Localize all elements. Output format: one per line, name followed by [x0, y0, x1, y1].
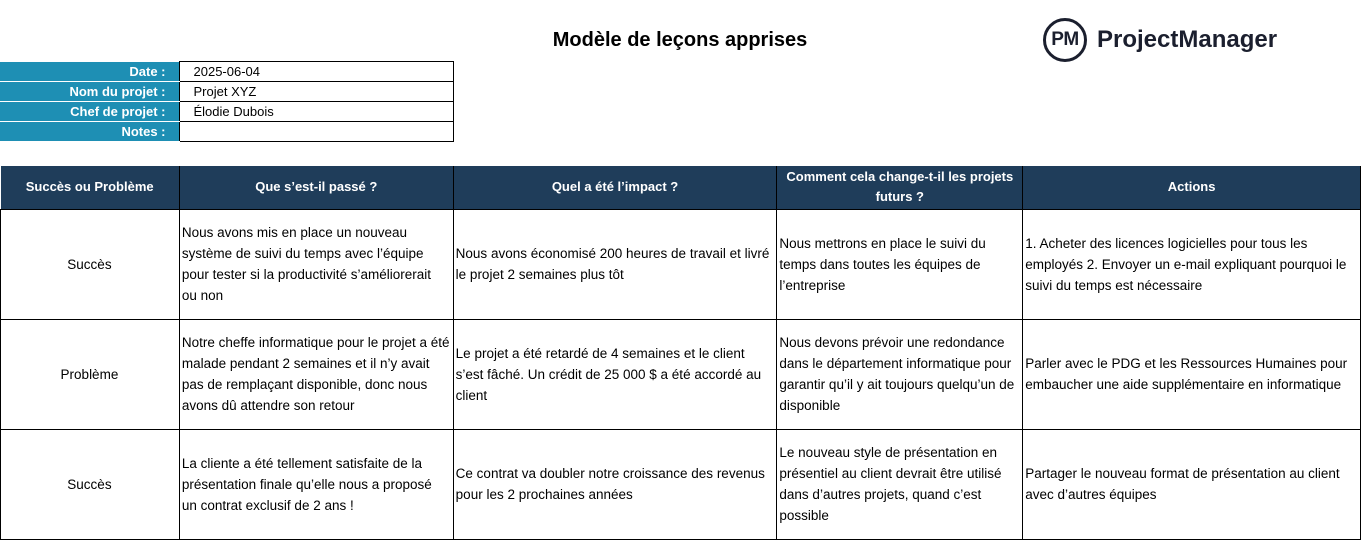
impact-cell[interactable]: Le projet a été retardé de 4 semaines et le client s’est fâché. Un crédit de 25 000 $ a été accordé au client: [453, 319, 777, 429]
notes-row: [0, 122, 453, 142]
header-what-happened: Que s’est-il passé ?: [179, 166, 453, 209]
lessons-learned-table: [0, 166, 1361, 540]
header-actions: Actions: [1023, 166, 1361, 209]
type-cell[interactable]: Problème: [1, 319, 180, 429]
pm-logo-icon: PM: [1043, 18, 1087, 62]
project-name-cell[interactable]: Projet XYZ: [179, 82, 453, 102]
header-success-or-problem: Succès ou Problème: [1, 166, 180, 209]
project-manager-cell[interactable]: Élodie Dubois: [179, 102, 453, 122]
notes-label: Notes :: [0, 122, 179, 142]
future-change-cell[interactable]: Nous mettrons en place le suivi du temps dans toutes les équipes de l’entreprise: [777, 209, 1023, 319]
actions-cell[interactable]: Partager le nouveau format de présentation au client avec d’autres équipes: [1023, 429, 1361, 539]
table-row: [1, 429, 1361, 539]
type-cell[interactable]: Succès: [1, 209, 180, 319]
project-name-row: [0, 82, 453, 102]
what-happened-cell[interactable]: Nous avons mis en place un nouveau système de suivi du temps avec l’équipe pour tester si la productivité s’améliorerait ou non: [179, 209, 453, 319]
impact-cell[interactable]: Ce contrat va doubler notre croissance des revenus pour les 2 prochaines années: [453, 429, 777, 539]
project-manager-row: [0, 102, 453, 122]
what-happened-cell[interactable]: La cliente a été tellement satisfaite de la présentation finale qu’elle nous a proposé un contrat exclusif de 2 ans !: [179, 429, 453, 539]
project-info-table: [0, 61, 454, 142]
date-label: Date :: [0, 62, 179, 82]
what-happened-cell[interactable]: Notre cheffe informatique pour le projet a été malade pendant 2 semaines et il n’y avait pas de remplaçant disponible, donc nous avons dû attendre son retour: [179, 319, 453, 429]
future-change-cell[interactable]: Nous devons prévoir une redondance dans le département informatique pour garantir qu’il y ait toujours quelqu’un de disponible: [777, 319, 1023, 429]
type-cell[interactable]: Succès: [1, 429, 180, 539]
actions-cell[interactable]: Parler avec le PDG et les Ressources Humaines pour embaucher une aide supplémentaire en informatique: [1023, 319, 1361, 429]
table-row: [1, 209, 1361, 319]
notes-cell[interactable]: [179, 122, 453, 142]
logo-name: ProjectManager: [1097, 26, 1278, 53]
project-manager-label: Chef de projet :: [0, 102, 179, 122]
actions-cell[interactable]: 1. Acheter des licences logicielles pour tous les employés 2. Envoyer un e-mail expliquant pourquoi le suivi du temps est nécessaire: [1023, 209, 1361, 319]
impact-cell[interactable]: Nous avons économisé 200 heures de travail et livré le projet 2 semaines plus tôt: [453, 209, 777, 319]
project-name-label: Nom du projet :: [0, 82, 179, 102]
date-row: [0, 62, 453, 82]
date-cell[interactable]: 2025-06-04: [179, 62, 453, 82]
table-row: [1, 319, 1361, 429]
header-future-change: Comment cela change-t-il les projets futurs ?: [777, 166, 1023, 209]
page-title: Modèle de leçons apprises: [552, 29, 808, 51]
header-impact: Quel a été l’impact ?: [453, 166, 777, 209]
projectmanager-logo: [1043, 15, 1277, 65]
future-change-cell[interactable]: Le nouveau style de présentation en présentiel au client devrait être utilisé dans d’autres projets, quand c’est possible: [777, 429, 1023, 539]
table-header-row: [1, 166, 1361, 209]
